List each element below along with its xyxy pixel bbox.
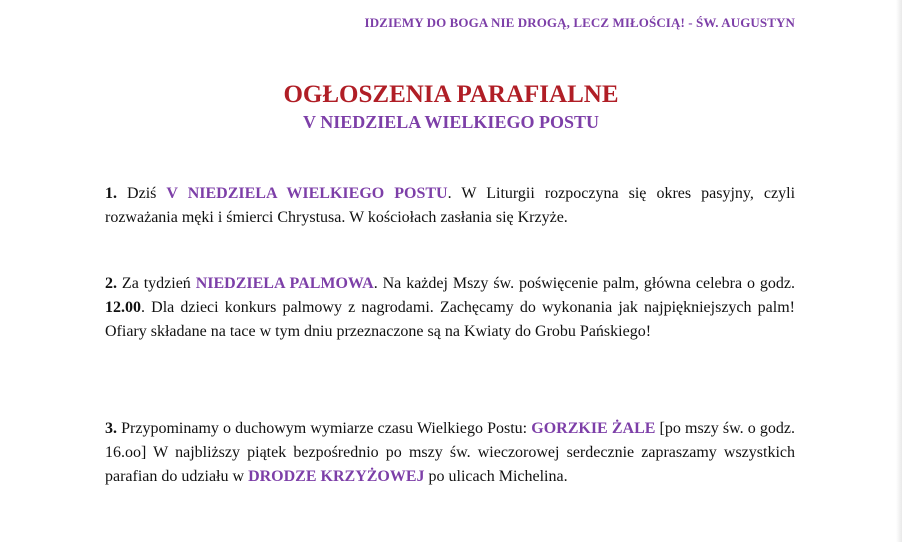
page-title: OGŁOSZENIA PARAFIALNE <box>283 81 619 108</box>
announcement-text: . Dla dzieci konkurs palmowy z nagrodami. Zachęcamy do wykonania jak najpiękniejszych palm! Ofiary składane na tace w tym dniu przeznaczone są na Kwiaty do Grobu Pańskiego! <box>105 299 795 340</box>
announcement-text: Za tydzień <box>117 275 196 292</box>
page-subtitle: V NIEDZIELA WIELKIEGO POSTU <box>303 112 599 132</box>
announcement-3 <box>105 417 795 489</box>
announcement-highlight: GORZKIE ŻALE <box>531 420 656 437</box>
announcement-text: Dziś <box>117 185 167 202</box>
header-motto: IDZIEMY DO BOGA NIE DROGĄ, LECZ MIŁOŚCIĄ! - ŚW. AUGUSTYN <box>364 15 795 30</box>
announcement-text: . Na każdej Mszy św. poświęcenie palm, główna celebra o godz. <box>373 275 796 292</box>
announcement-1 <box>105 182 795 230</box>
announcement-number: 1. <box>105 185 117 202</box>
announcement-text: . W Liturgii rozpoczyna się okres pasyjny, czyli rozważania męki i śmierci Chrystusa. W kościołach zasłania się Krzyże. <box>105 185 796 226</box>
announcement-time: 12.00 <box>105 299 141 316</box>
announcement-number: 2. <box>105 275 117 292</box>
announcement-highlight: NIEDZIELA PALMOWA <box>195 275 374 292</box>
announcement-number: 3. <box>105 420 117 437</box>
announcement-text: po ulicach Michelina. <box>424 468 568 485</box>
announcement-text: Przypominamy o duchowym wymiarze czasu Wielkiego Postu: <box>117 420 532 437</box>
announcement-highlight: V NIEDZIELA WIELKIEGO POSTU <box>166 185 448 202</box>
announcement-highlight: DRODZE KRZYŻOWEJ <box>248 468 425 485</box>
announcement-text: [po mszy św. o godz. 16.oo] W najbliższy piątek bezpośrednio po mszy św. wieczorowej serdecznie zapraszamy wszystkich parafian do udziału w <box>105 420 796 485</box>
announcement-2 <box>105 272 795 344</box>
